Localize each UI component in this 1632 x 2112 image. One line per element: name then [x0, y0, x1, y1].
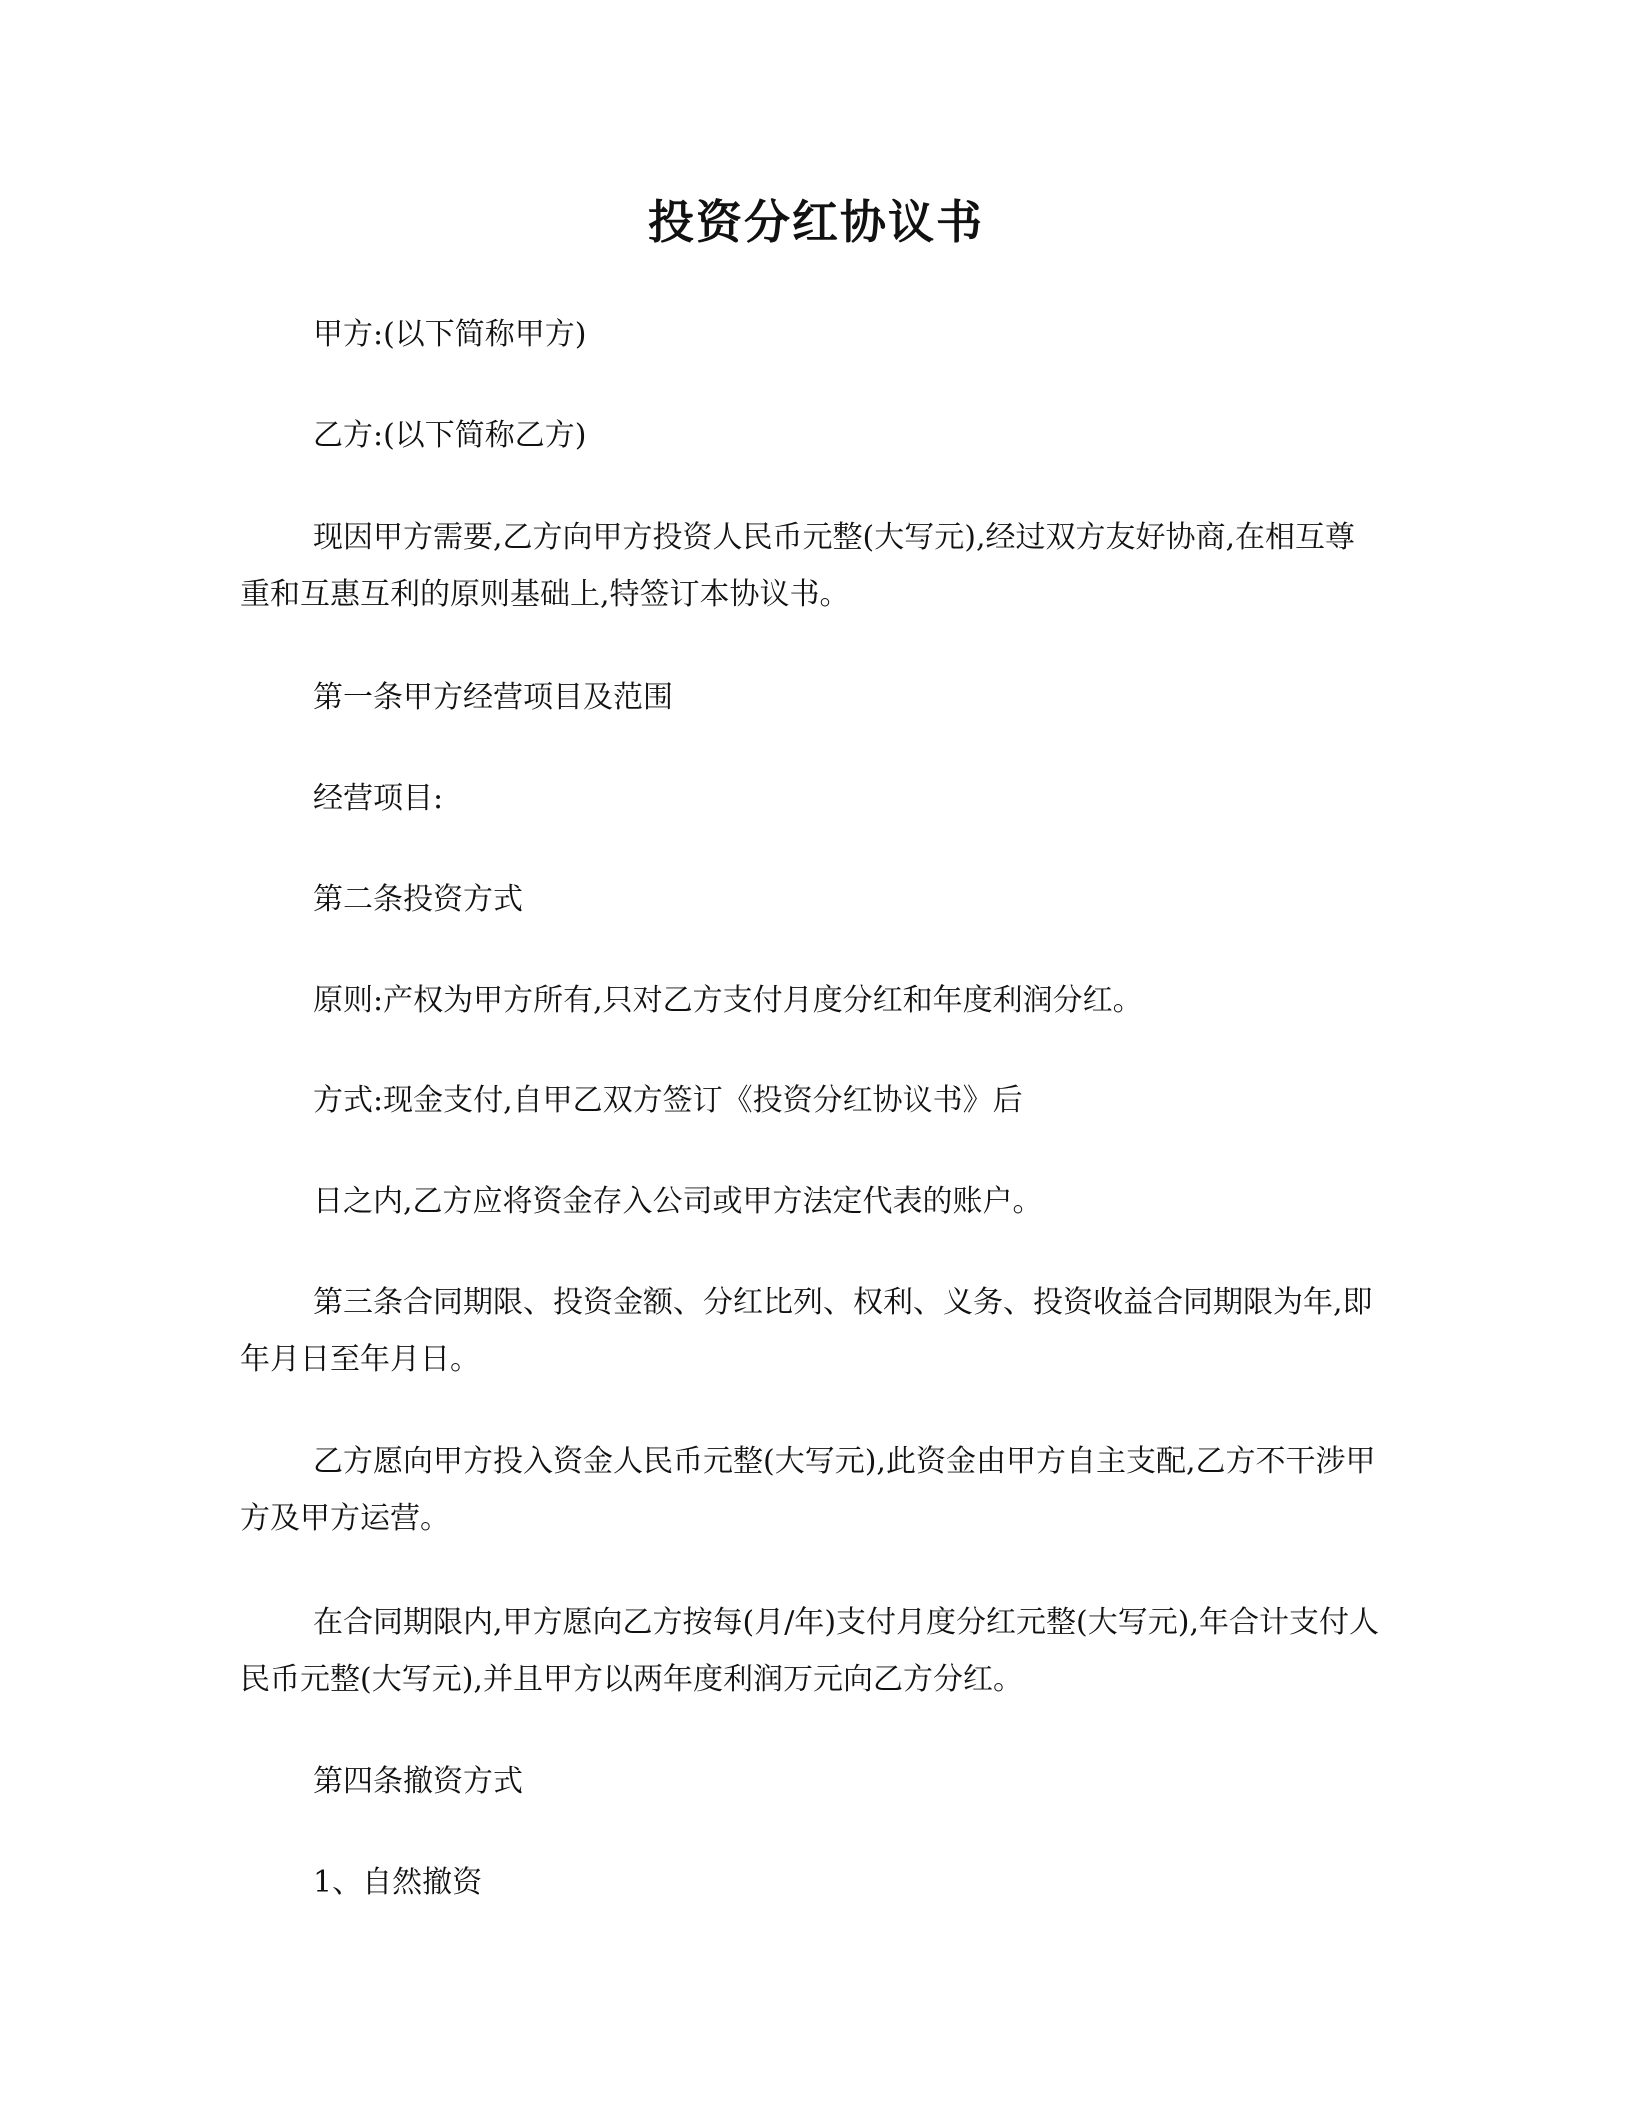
article-3-paragraph: 第三条合同期限、投资金额、分红比列、权利、义务、投资收益合同期限为年,即年月日至年月日。 — [240, 1285, 1373, 1377]
preamble-paragraph: 现因甲方需要,乙方向甲方投资人民币元整(大写元),经过双方友好协商,在相互尊重和互惠互利的原则基础上,特签订本协议书。 — [240, 520, 1356, 612]
business-items-line: 经营项目: — [313, 781, 444, 816]
method-line: 方式:现金支付,自甲乙双方签订《投资分红协议书》后 — [313, 1083, 1023, 1118]
article-2-heading: 第二条投资方式 — [313, 882, 523, 917]
document-title: 投资分红协议书 — [648, 195, 984, 249]
party-a-line: 甲方:(以下简称甲方) — [313, 317, 587, 352]
principle-line: 原则:产权为甲方所有,只对乙方支付月度分红和年度利润分红。 — [313, 983, 1143, 1018]
natural-withdrawal-item: 1、自然撤资 — [313, 1865, 483, 1900]
party-b-line: 乙方:(以下简称乙方) — [313, 418, 587, 453]
dividend-paragraph: 在合同期限内,甲方愿向乙方按每(月/年)支付月度分红元整(大写元),年合计支付人民币元整(大写元),并且甲方以两年度利润万元向乙方分红。 — [240, 1605, 1379, 1697]
article-1-heading: 第一条甲方经营项目及范围 — [313, 680, 673, 715]
deposit-line: 日之内,乙方应将资金存入公司或甲方法定代表的账户。 — [313, 1184, 1043, 1219]
article-4-heading: 第四条撤资方式 — [313, 1764, 523, 1799]
investment-paragraph: 乙方愿向甲方投入资金人民币元整(大写元),此资金由甲方自主支配,乙方不干涉甲方及甲方运营。 — [240, 1444, 1376, 1536]
